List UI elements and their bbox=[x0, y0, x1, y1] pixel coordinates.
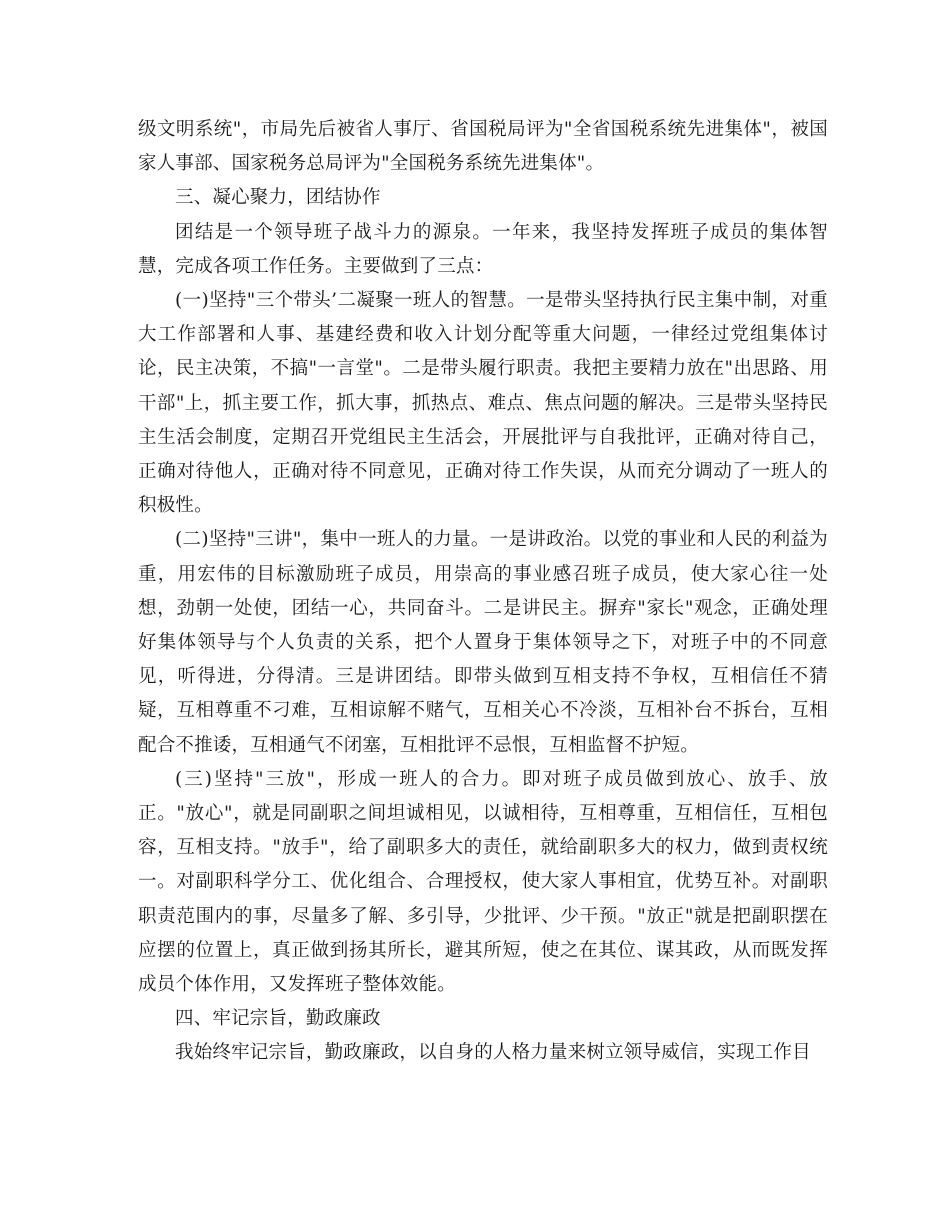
document-body bbox=[138, 113, 828, 1071]
paragraph-unity-intro: 团结是一个领导班子战斗力的源泉。一年来，我坚持发挥班子成员的集体智慧，完成各项工作任务。主要做到了三点： bbox=[138, 221, 828, 277]
section-heading-four: 四、牢记宗旨，勤政廉政 bbox=[175, 1008, 381, 1030]
section-heading-three: 三、凝心聚力，团结协作 bbox=[175, 187, 381, 209]
paragraph-point-one: (一)坚持"三个带头’二凝聚一班人的智慧。一是带头坚持执行民主集中制，对重大工作部署和人事、基建经费和收入计划分配等重大问题，一律经过党组集体讨论，民主决策，不搞"一言堂"。二是带头履行职责。我把主要精力放在"出思路、用干部"上，抓主要工作，抓大事，抓热点、难点、焦点问题的解决。三是带头坚持民主生活会制度，定期召开党组民主生活会，开展批评与自我批评，正确对待自己，正确对待他人，正确对待不同意见，正确对待工作失误，从而充分调动了一班人的积极性。 bbox=[138, 290, 828, 517]
paragraph-point-three: (三)坚持"三放"，形成一班人的合力。即对班子成员做到放心、放手、放正。"放心"，就是同副职之间坦诚相见，以诚相待，互相尊重，互相信任，互相包容，互相支持。"放手"，给了副职多大的责任，就给副职多大的权力，做到责权统一。对副职科学分工、优化组合、合理授权，使大家人事相宜，优势互补。对副职职责范围内的事，尽量多了解、多引导，少批评、少干预。"放正"就是把副职摆在应摆的位置上，真正做到扬其所长，避其所短，使之在其位、谋其政，从而既发挥成员个体作用，又发挥班子整体效能。 bbox=[138, 768, 828, 996]
paragraph-continuation: 级文明系统"，市局先后被省人事厅、省国税局评为"全省国税系统先进集体"，被国家人事部、国家税务总局评为"全国税务系统先进集体"。 bbox=[138, 119, 828, 175]
paragraph-integrity-intro: 我始终牢记宗旨，勤政廉政，以自身的人格力量来树立领导威信，实现工作目 bbox=[175, 1042, 811, 1064]
paragraph-point-two: (二)坚持"三讲"，集中一班人的力量。一是讲政治。以党的事业和人民的利益为重，用宏伟的目标激励班子成员，用崇高的事业感召班子成员，使大家心往一处想，劲朝一处使，团结一心，共同奋斗。二是讲民主。摒弃"家长"观念，正确处理好集体领导与个人负责的关系，把个人置身于集体领导之下，对班子中的不同意见，听得进，分得清。三是讲团结。即带头做到互相支持不争权，互相信任不猜疑，互相尊重不刁难，互相谅解不赌气，互相关心不冷淡，互相补台不拆台，互相配合不推诿，互相通气不闭塞，互相批评不忌恨，互相监督不护短。 bbox=[138, 529, 828, 756]
